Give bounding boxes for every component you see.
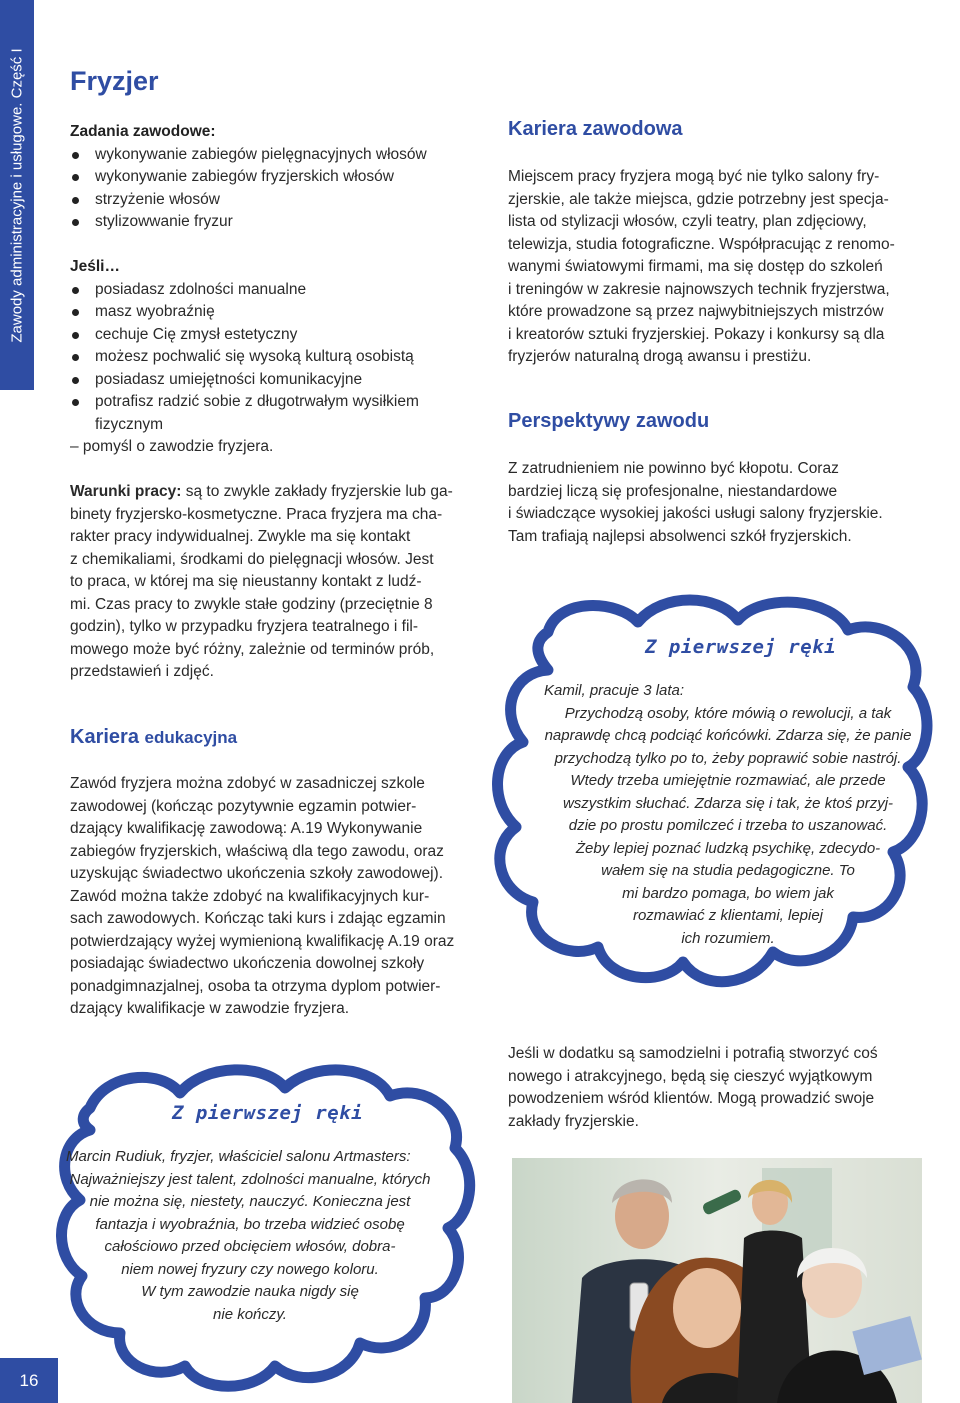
education-title-small: edukacyjna — [144, 728, 238, 747]
text-line: potwierdzający wyżej wymienioną kwalifikację A.19 oraz — [70, 932, 455, 950]
education-title-big: Kariera — [70, 726, 139, 748]
list-item: stylizowwanie fryzur — [70, 211, 485, 234]
text-line: z chemikaliami, środkami do pielęgnacji włosów. Jest — [70, 550, 434, 568]
career-title: Kariera zawodowa — [508, 118, 683, 140]
text-line: ponadgimnazjalnej, osoba ta otrzyma dyplom potwier- — [70, 977, 441, 995]
work-conditions-label: Warunki pracy: — [70, 483, 182, 500]
perspectives-text — [508, 458, 920, 548]
quote-right-title: Z pierwszej ręki — [645, 636, 837, 658]
quote-line: nie kończy. — [213, 1305, 287, 1323]
side-label-text: Zawody administracyjne i usługowe. Część I — [8, 47, 26, 343]
duties-block — [70, 121, 485, 234]
list-item: wykonywanie zabiegów pielęgnacyjnych włosów — [70, 144, 485, 167]
if-list — [70, 279, 470, 437]
text-line: uzyskując świadectwo ukończenia szkoły zawodowej). — [70, 865, 444, 882]
text-line: to praca, w której ma się nieustanny kontakt z ludź- — [70, 573, 422, 590]
quote-line: mi bardzo pomaga, bo wiem jak — [622, 884, 834, 902]
text-line: godzin), tylko w przypadku fryzjera teatralnego i fil- — [70, 618, 419, 635]
quote-right — [528, 680, 928, 950]
career-text — [508, 166, 920, 369]
quote-line: wałem się na studia pedagogiczne. To — [601, 862, 855, 879]
quote-line: Żeby lepiej poznać ludzką psychikę, zdecydo- — [575, 839, 881, 857]
text-line: mi. Czas pracy to zwykle stałe godziny (przeciętnie 8 — [70, 595, 433, 613]
quote-line: wszystkim słuchać. Zdarza się i tak, że ktoś przyj- — [562, 794, 894, 812]
text-line: fryzjerów naturalną drogą awansu i prestiżu. — [508, 348, 812, 365]
text-line: są to zwykle zakłady fryzjerskie lub ga- — [185, 483, 453, 500]
side-label — [0, 0, 34, 390]
education-text — [70, 773, 485, 1021]
page-number: 16 — [0, 1358, 58, 1403]
text-line: posiadając świadectwo ukończenia dowolnej szkoły — [70, 955, 425, 972]
text-line: przedstawień i zdjęć. — [70, 663, 214, 680]
quote-right-author: Kamil, pracuje 3 lata: — [544, 682, 685, 699]
hair-salon-photo — [512, 1158, 922, 1403]
quote-line: niem nowej fryzury czy nowego koloru. — [121, 1260, 379, 1278]
duties-heading: Zadania zawodowe: — [70, 123, 216, 140]
quote-line: dzie po prostu pomilczeć i trzeba to uszanować. — [568, 817, 888, 834]
work-conditions — [70, 481, 485, 684]
list-item: wykonywanie zabiegów fryzjerskich włosów — [70, 166, 485, 189]
quote-left — [50, 1146, 450, 1326]
quote-line: nie można się, niestety, nauczyć. Konieczna jest — [89, 1193, 411, 1210]
closing-text — [508, 1043, 920, 1133]
list-item: cechuje Cię zmysł estetyczny — [70, 324, 470, 347]
duties-list — [70, 144, 485, 234]
list-item: możesz pochwalić się wysoką kulturą osobistą — [70, 346, 470, 369]
text-line: sach zawodowych. Kończąc taki kurs i zdając egzamin — [70, 910, 446, 927]
text-line: binety fryzjersko-kosmetyczne. Praca fryzjera ma cha- — [70, 505, 443, 523]
if-heading: Jeśli… — [70, 258, 120, 275]
text-line: Z zatrudnieniem nie powinno być kłopotu. Coraz — [508, 460, 839, 477]
text-line: Jeśli w dodatku są samodzielni i potrafią stworzyć coś — [508, 1045, 878, 1062]
text-line: nowego i atrakcyjnego, będą się cieszyć wyjątkowym — [508, 1067, 873, 1085]
quote-line: W tym zawodzie nauka nigdy się — [141, 1283, 359, 1300]
quote-left-author: Marcin Rudiuk, fryzjer, właściciel salonu Artmasters: — [66, 1148, 411, 1165]
quote-line: rozmawiać z klientami, lepiej — [632, 907, 824, 924]
text-line: i treningów w zakresie najnowszych technik fryzjerstwa, — [508, 280, 890, 298]
text-line: zjerskie, ale także miejsca, gdzie potrzebny jest specja- — [508, 190, 889, 208]
if-conclusion: – pomyśl o zawodzie fryzjera. — [70, 438, 274, 455]
text-line: i świadczące wysokiej jakości usługi salony fryzjerskie. — [508, 505, 883, 522]
education-title — [70, 726, 237, 749]
text-line: dzający kwalifikację zawodową: A.19 Wykonywanie — [70, 820, 423, 837]
perspectives-title: Perspektywy zawodu — [508, 410, 710, 432]
list-item: posiadasz umiejętności komunikacyjne — [70, 369, 470, 392]
quote-line: przychodzą tylko po to, żeby poprawić sobie nastrój. — [554, 749, 902, 767]
quote-line: Przychodzą osoby, które mówią o rewolucji, a tak — [564, 704, 892, 722]
list-item: posiadasz zdolności manualne — [70, 279, 470, 302]
quote-left-title: Z pierwszej ręki — [172, 1102, 364, 1124]
text-line: mowego może być różny, zależnie od terminów prób, — [70, 640, 435, 658]
text-line: i kreatorów sztuki fryzjerskiej. Pokazy i konkursy są dla — [508, 325, 885, 343]
text-line: wanymi światowymi firmami, ma się dostęp do szkoleń — [508, 258, 883, 275]
text-line: Tam trafiają najlepsi absolwenci szkół fryzjerskich. — [508, 527, 852, 545]
text-line: zabiegów fryzjerskich, właściwą dla tego zawodu, oraz — [70, 842, 444, 860]
text-line: zakłady fryzjerskie. — [508, 1112, 639, 1130]
text-line: rakter pracy indywidualnej. Zwykle ma się kontakt — [70, 528, 411, 545]
quote-line: naprawdę chcą podciąć końcówki. Zdarza się, że panie — [544, 727, 912, 744]
quote-line: Wtedy trzeba umiejętnie rozmawiać, ale przede — [570, 772, 886, 789]
text-line: Zawód można także zdobyć na kwalifikacyjnych kur- — [70, 887, 430, 905]
quote-line: ich rozumiem. — [681, 929, 775, 947]
text-line: dzający kwalifikacje w zawodzie fryzjera. — [70, 1000, 350, 1017]
text-line: powodzeniem wśród klientów. Mogą prowadzić swoje — [508, 1090, 875, 1107]
text-line: bardziej liczą się profesjonalne, niestandardowe — [508, 482, 838, 500]
page-title: Fryzjer — [70, 66, 159, 96]
quote-line: całościowo przed obcięciem włosów, dobra- — [104, 1238, 396, 1255]
text-line: Miejscem pracy fryzjera mogą być nie tylko salony fry- — [508, 168, 880, 185]
quote-line: Najważniejszy jest talent, zdolności manualne, których — [69, 1170, 431, 1188]
text-line: Zawód fryzjera można zdobyć w zasadniczej szkole — [70, 775, 425, 792]
if-block — [70, 256, 470, 459]
text-line: telewizja, studia fotograficzne. Współpracując z renomo- — [508, 235, 895, 253]
text-line: lista od stylizacji włosów, czyli teatry, plan zdjęciowy, — [508, 213, 867, 230]
text-line: zawodowej (kończąc pozytywnie egzamin potwier- — [70, 797, 417, 815]
text-line: które prowadzone są przez najwybitniejszych mistrzów — [508, 303, 884, 320]
list-item: masz wyobraźnię — [70, 301, 470, 324]
quote-line: fantazja i wyobraźnia, bo trzeba widzieć osobę — [95, 1215, 405, 1233]
list-item: potrafisz radzić sobie z długotrwałym wysiłkiem fizycznym — [70, 391, 425, 436]
list-item: strzyżenie włosów — [70, 189, 485, 212]
